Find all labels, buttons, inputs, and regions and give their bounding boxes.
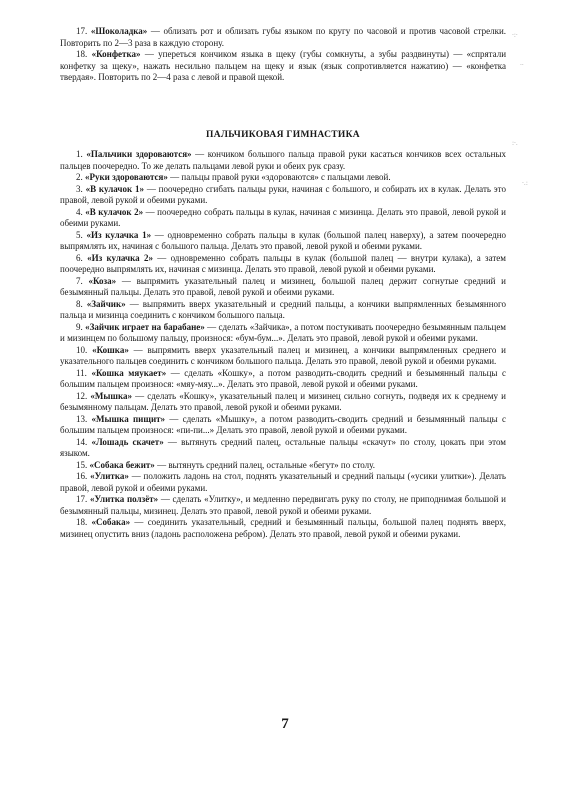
exercise-item [60,253,506,276]
item-text: — вытянуть средний палец, остальные «бегут» по столу. [154,459,375,470]
item-text: — кончиком большого пальца правой руки касаться кончиков всех остальных пальцев поочередно. То же делать пальцами левой руки и обеих рук сразу. [60,149,507,171]
scan-artifact: ·.: [522,180,528,187]
item-number: 2. [76,172,83,182]
exercise-item [60,172,506,184]
exercise-item [60,345,506,368]
exercise-item [60,276,506,299]
paragraph [60,49,506,84]
item-title: «В кулачок 1» [85,183,145,194]
scan-artifact: :·. [512,140,518,147]
item-title: «Конфетка» [91,49,141,59]
item-title: «Зайчик» [86,298,126,309]
item-number: 17. [76,26,88,36]
item-number: 12. [76,390,88,401]
item-number: 7. [76,275,83,286]
exercise-item [60,207,506,230]
item-title: «Мышка пищит» [91,413,166,424]
item-title: «Кошка» [92,344,129,355]
item-title: «Улитка ползёт» [89,494,159,504]
item-title: «Собака бежит» [89,459,155,470]
item-number: 18. [76,517,88,527]
item-number: 13. [76,413,88,424]
paragraph [60,26,506,49]
item-text: — соединить указательный, средний и безымянный пальцы, большой палец поднять вверх, мизинец опустить вниз (ладонь расположена ребром). Делать это правой, левой рукой и обеими руками. [60,517,506,539]
item-number: 9. [76,321,83,332]
item-title: «Зайчик играет на барабане» [85,321,205,332]
item-text: — облизать рот и облизать губы языком по кругу по часовой и против часовой стрелки. Повторить по 2—3 раза в каждую сторону. [60,26,507,48]
item-text: — вытянуть средний палец, остальные пальцы «скачут» по столу, цокать при этом языком. [60,436,506,458]
exercise-item [60,149,506,172]
item-number: 4. [76,206,83,217]
item-text: — поочередно собрать пальцы в кулак, начиная с мизинца. Делать это правой, левой рукой и обеими руками. [60,206,506,228]
exercise-item [60,322,506,345]
exercise-item [60,517,506,540]
item-number: 15. [76,459,88,470]
item-number: 1. [76,149,83,159]
item-title: «Собака» [91,517,131,527]
item-number: 16. [76,471,88,481]
item-title: «Кошка мяукает» [91,367,167,378]
item-text: — выпрямить вверх указательный и средний пальцы, а кончики выпрямленных безымянного пальца и мизинца соединить с кончиком большого пальца. [60,298,506,320]
item-number: 3. [76,183,83,194]
item-title: «Из кулачка 1» [86,229,152,240]
item-title: «Лошадь скачет» [91,436,164,447]
exercise-item [60,460,506,472]
page-number: 7 [281,716,289,732]
exercise-item [60,414,506,437]
item-text: — сделать «Кошку», указательный палец и мизинец сильно согнуть, подведя их к среднему и безымянному пальцам. Делать это правой, левой рукой и обеими руками. [60,390,506,412]
exercise-item [60,437,506,460]
item-title: «Коза» [88,275,117,286]
exercise-item [60,494,506,517]
item-text: — одновременно собрать пальцы в кулак (большой палец — внутри кулака), а затем поочередно выпрямлять их, начиная с мизинца. Делать это правой, левой рукой и обеими руками. [60,252,507,274]
item-number: 11. [76,367,87,378]
item-number: 18. [76,49,88,59]
exercise-list [60,149,506,540]
item-number: 10. [76,344,88,355]
item-number: 5. [76,229,83,240]
exercise-item [60,299,506,322]
exercise-item [60,230,506,253]
item-text: — положить ладонь на стол, поднять указательный и средний пальцы («усики улитки»). Делать правой, левой рукой и обеими руками. [60,471,507,493]
item-text: — выпрямить вверх указательный палец и мизинец, а кончики выпрямленных среднего и указательного пальцев соединить с кончиком большого пальца. Делать это правой, левой рукой и обеими руками. [60,344,507,366]
item-text: — сделать «Улитку», и медленно передвигать руку по столу, не приподнимая большой и безымянный пальцы, мизинец. Делать это правой, левой рукой и обеими руками. [60,494,506,516]
item-text: — упереться кончиком языка в щеку (губы сомкнуты, а зубы раздвинуты) — «спрятали конфетку за щеку», нажать несильно пальцем на щеку и язык (язык сопротивляется нажатию) — «конфетка твердая». Повторить по 2—4 раза с левой и правой щекой. [60,49,507,82]
item-number: 17. [76,494,88,504]
item-title: «Мышка» [90,390,133,401]
item-number: 6. [76,252,83,263]
item-text: — пальцы правой руки «здороваются» с пальцами левой. [167,172,391,182]
item-title: «Руки здороваются» [85,172,168,182]
exercise-item [60,391,506,414]
exercise-item [60,471,506,494]
item-title: «Из кулачка 2» [87,252,153,263]
item-title: «Пальчики здороваются» [86,149,192,159]
item-text: — сделать «Кошку», а потом разводить-сводить средний и безымянный пальцы с большим пальцем произнося: «мяу-мяу...». Делать это правой, левой рукой и обеими руками. [60,367,507,389]
exercise-item [60,184,506,207]
page-content [60,26,506,540]
item-title: «В кулачок 2» [85,206,144,217]
scan-artifact: ·:· [512,32,518,39]
item-text: — сделать «Мышку», а потом разводить-сводить средний и безымянный пальцы с большим пальцем произнося: «пи-пи...» Делать это правой, левой рукой и обеими руками. [60,413,507,435]
item-number: 8. [76,298,83,309]
item-title: «Улитка» [90,471,129,481]
item-text: — поочередно сгибать пальцы руки, начиная с большого, и собирать их в кулак. Делать это правой, левой рукой и обеими руками. [60,183,506,205]
item-text: — сделать «Зайчика», а потом постукивать поочередно безымянным пальцем и мизинцем по большому пальцу, произнося: «бум-бум...». Делать это правой, левой рукой и обеими руками. [60,321,507,343]
item-title: «Шоколадка» [90,26,148,36]
section-heading: ПАЛЬЧИКОВАЯ ГИМНАСТИКА [206,129,360,140]
item-text: — одновременно собрать пальцы в кулак (большой палец наверху), а затем поочередно выпрямлять их, начиная с большого пальца. Делать это правой, левой рукой и обеими руками. [60,229,507,251]
scan-artifact: ·· [520,62,524,69]
item-number: 14. [76,436,88,447]
exercise-item [60,368,506,391]
item-text: — выпрямить указательный палец и мизинец, большой палец держит согнутые средний и безымянный пальцы. Делать это правой, левой рукой и обеими руками. [60,275,506,297]
top-section [60,26,506,84]
